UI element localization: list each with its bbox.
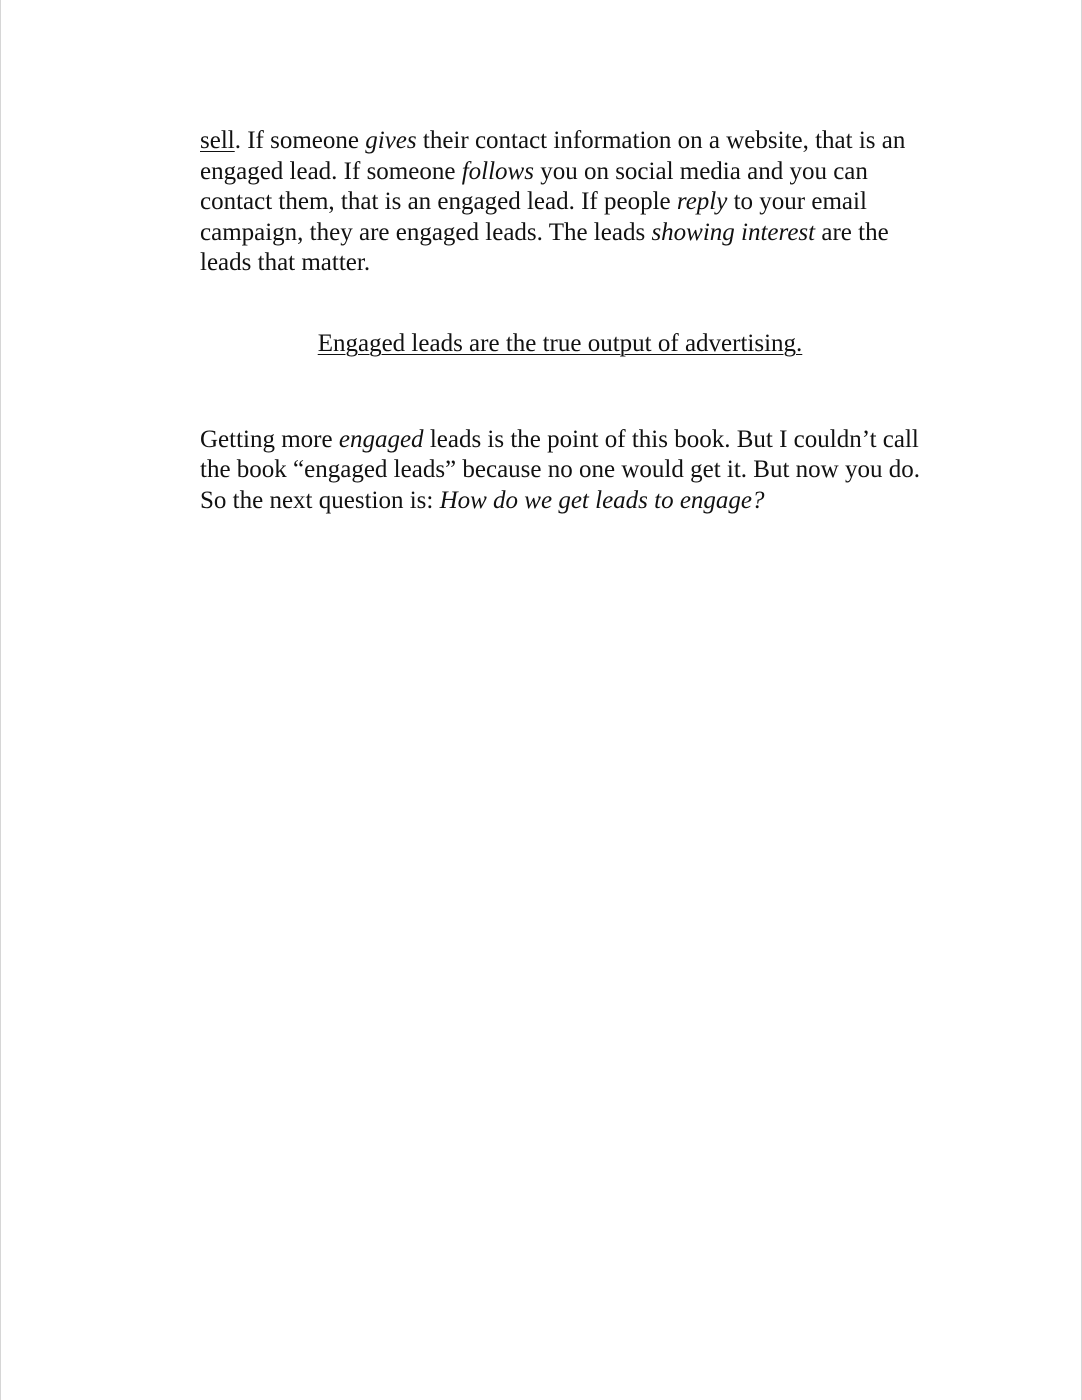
italic-phrase: showing interest	[651, 218, 816, 246]
italic-word: gives	[365, 127, 417, 154]
italic-word: follows	[461, 157, 534, 185]
text-run: Getting more	[200, 425, 339, 453]
underlined-word: sell	[200, 127, 235, 154]
text-run: are the leads that matter.	[200, 218, 889, 277]
paragraph-point-of-book	[200, 425, 920, 517]
text-run: their contact information on a website, that is an engaged lead. If someone	[200, 127, 906, 185]
text-run: to your email campaign, they are engaged leads. The leads	[200, 188, 867, 246]
paragraph-engaged-leads-examples	[200, 126, 920, 279]
text-run: you on social media and you can contact them, that is an engaged lead. If people	[200, 157, 868, 216]
text-run: . If someone	[234, 127, 366, 154]
italic-word: engaged	[338, 425, 424, 453]
italic-question: How do we get leads to engage?	[439, 486, 765, 514]
page-content	[200, 126, 920, 516]
centered-callout: Engaged leads are the true output of advertising.	[317, 329, 803, 357]
italic-word: reply	[676, 188, 728, 216]
text-run: leads is the point of this book. But I couldn’t call the book “engaged leads” because no one would get it. But now you do. So the next question is:	[200, 425, 920, 514]
